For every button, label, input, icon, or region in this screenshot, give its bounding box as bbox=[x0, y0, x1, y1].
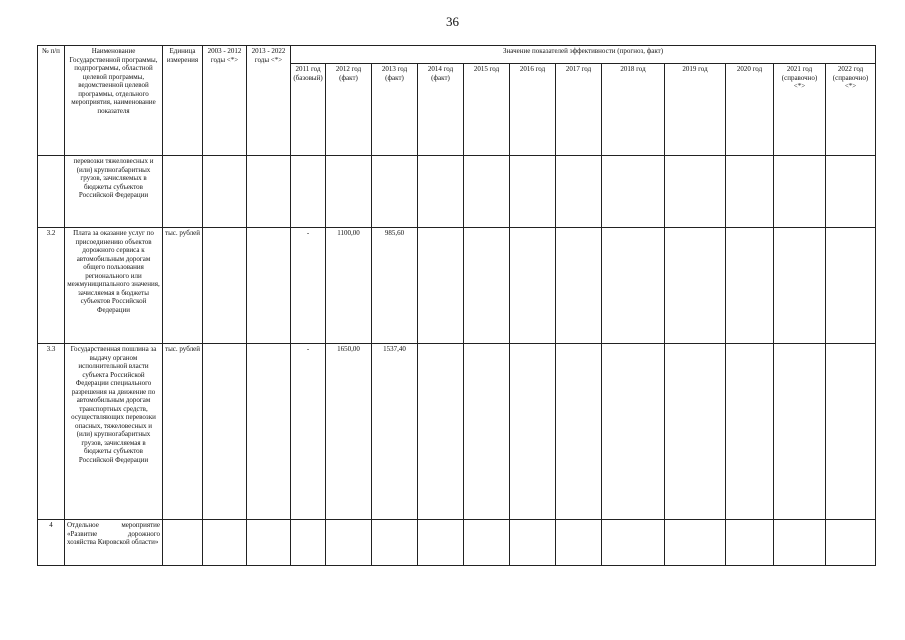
row-num: 3.3 bbox=[38, 344, 65, 520]
row-v2013 bbox=[372, 520, 418, 566]
header-2013-2022: 2013 - 2022 годы <*> bbox=[247, 46, 291, 156]
header-year-2014: 2014 год (факт) bbox=[418, 64, 464, 156]
row-v2011 bbox=[291, 156, 326, 228]
row-unit: тыс. рублей bbox=[163, 344, 203, 520]
row-name: перевозки тяжеловесных и (или) крупногабаритных грузов, зачисляемых в бюджеты субъектов Российской Федерации bbox=[65, 156, 163, 228]
row-v2011 bbox=[291, 520, 326, 566]
header-year-2019: 2019 год bbox=[665, 64, 726, 156]
row-name: Плата за оказание услуг по присоединению объектов дорожного сервиса к автомобильным дорогам общего пользования регионального или межмуниципального значения, зачисляемая в бюджеты субъектов Российской Федерации bbox=[65, 228, 163, 344]
indicator-table bbox=[37, 45, 876, 566]
header-2003-2012: 2003 - 2012 годы <*> bbox=[203, 46, 247, 156]
header-year-2017: 2017 год bbox=[556, 64, 602, 156]
row-num bbox=[38, 156, 65, 228]
row-v2012 bbox=[326, 156, 372, 228]
row-v2012: 1100,00 bbox=[326, 228, 372, 344]
row-num: 3.2 bbox=[38, 228, 65, 344]
table-row bbox=[38, 156, 876, 228]
row-v2011: - bbox=[291, 344, 326, 520]
header-num: № п/п bbox=[38, 46, 65, 156]
header-year-2015: 2015 год bbox=[464, 64, 510, 156]
row-v2012 bbox=[326, 520, 372, 566]
row-v2011: - bbox=[291, 228, 326, 344]
row-name: Отдельное мероприятие «Развитие дорожного хозяйства Кировской области» bbox=[65, 520, 163, 566]
header-year-2021: 2021 год (справочно) <*> bbox=[774, 64, 826, 156]
row-unit: тыс. рублей bbox=[163, 228, 203, 344]
header-year-2012: 2012 год (факт) bbox=[326, 64, 372, 156]
table-row bbox=[38, 520, 876, 566]
header-group: Значение показателей эффективности (прогноз, факт) bbox=[291, 46, 876, 64]
row-unit bbox=[163, 520, 203, 566]
header-year-2022: 2022 год (справочно) <*> bbox=[826, 64, 876, 156]
header-row-top bbox=[38, 46, 876, 64]
row-num: 4 bbox=[38, 520, 65, 566]
header-year-2018: 2018 год bbox=[602, 64, 665, 156]
header-unit: Единица измерения bbox=[163, 46, 203, 156]
header-name: Наименование Государственной программы, подпрограммы, областной целевой программы, ведомственной целевой программы, отдельного мероприятия, наименование показателя bbox=[65, 46, 163, 156]
table-row bbox=[38, 228, 876, 344]
page-number: 36 bbox=[446, 14, 459, 29]
row-unit bbox=[163, 156, 203, 228]
row-v2013: 985,60 bbox=[372, 228, 418, 344]
row-name: Государственная пошлина за выдачу органом исполнительной власти субъекта Российской Федерации специального разрешения на движение по автомобильным дорогам транспортных средств, осуществляющих перевозки опасных, тяжеловесных и (или) крупногабаритных грузов, зачисляемая в бюджеты субъектов Российской Федерации bbox=[65, 344, 163, 520]
header-year-2011: 2011 год (базовый) bbox=[291, 64, 326, 156]
table-row bbox=[38, 344, 876, 520]
row-v2012: 1650,00 bbox=[326, 344, 372, 520]
header-year-2020: 2020 год bbox=[726, 64, 774, 156]
row-v2013 bbox=[372, 156, 418, 228]
header-year-2013: 2013 год (факт) bbox=[372, 64, 418, 156]
header-year-2016: 2016 год bbox=[510, 64, 556, 156]
row-v2013: 1537,40 bbox=[372, 344, 418, 520]
